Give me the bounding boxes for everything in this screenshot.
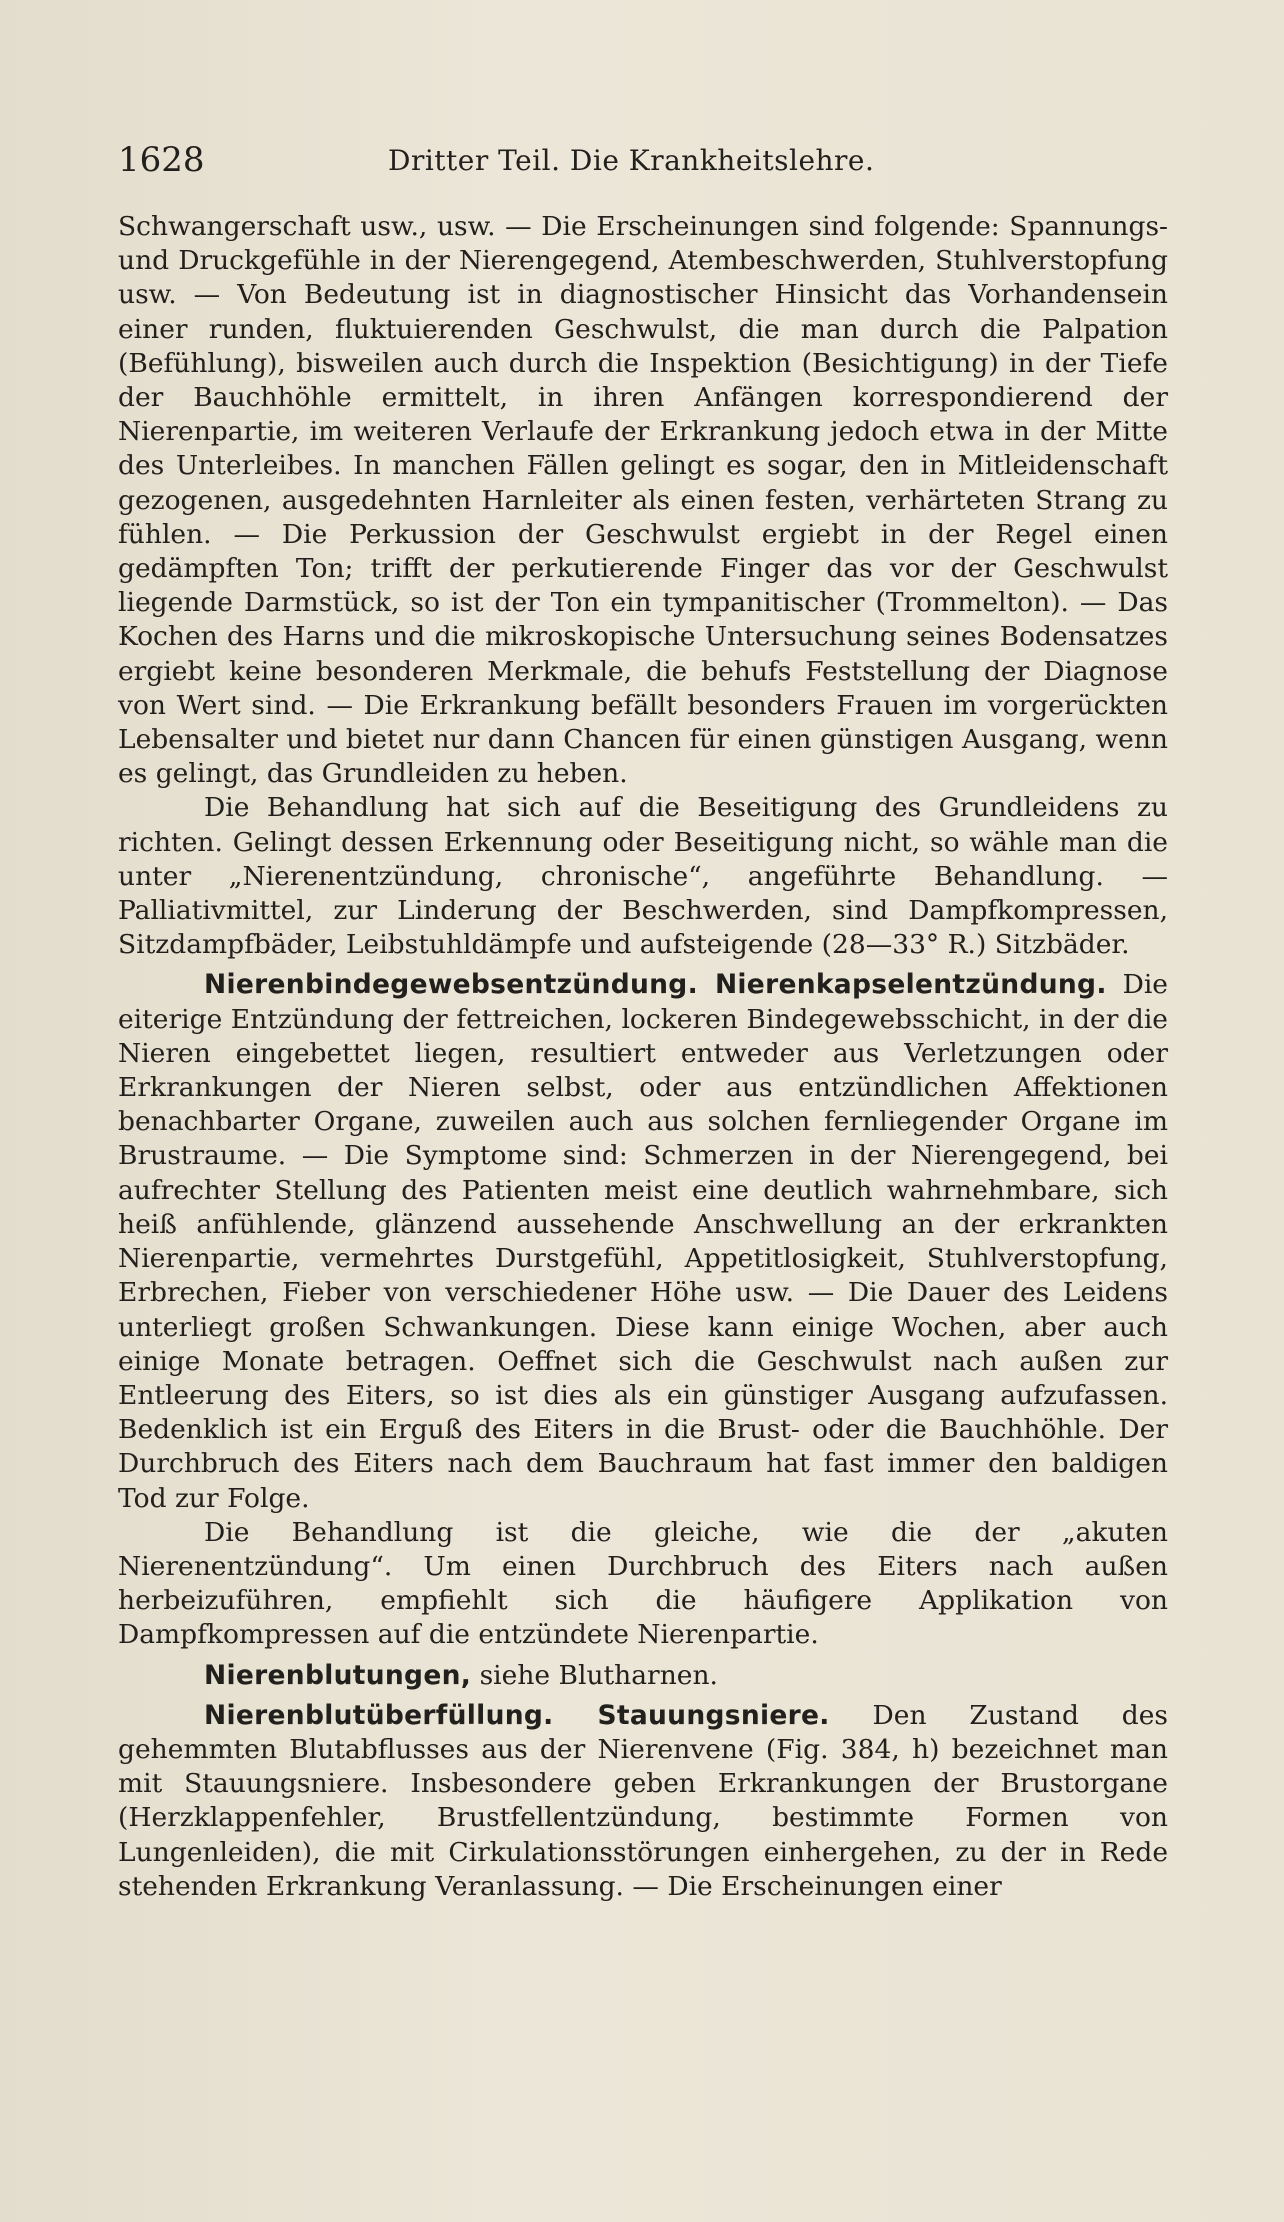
page-header <box>118 140 1168 190</box>
paragraph-treatment-1 <box>118 791 1168 962</box>
page-number: 1628 <box>118 140 205 180</box>
section-heading: Nierenblutungen, <box>204 1659 472 1691</box>
section-nierenblutueberfuellung <box>118 1699 1168 1904</box>
page-body <box>118 210 1168 1904</box>
paragraph-text: Die Behandlung ist die gleiche, wie die der „akuten Nierenentzündung“. Um einen Durchbruch des Eiters nach außen herbeizuführen, empfiehlt sich die häufigere Applikation von Dampfkompressen auf die entzündete Nierenpartie. <box>118 1516 1168 1651</box>
paragraph-text: Die eiterige Entzündung der fettreichen, lockeren Bindegewebsschicht, in der die Nieren eingebettet liegen, resultiert entweder aus Verletzungen oder Erkrankungen der Nieren selbst, oder aus entzündlichen Affektionen benachbarter Organe, zuweilen auch aus solchen fernliegender Organe im Brustraume. — Die Symptome sind: Schmerzen in der Nierengegend, bei aufrechter Stellung des Patienten meist eine deutlich wahrnehmbare, sich heiß anfühlende, glänzend aussehende Anschwellung an der erkrankten Nierenpartie, vermehrtes Durstgefühl, Appetitlosigkeit, Stuhlverstopfung, Erbrechen, Fieber von verschiedener Höhe usw. — Die Dauer des Leidens unterliegt großen Schwankungen. Diese kann einige Wochen, aber auch einige Monate betragen. Oeffnet sich die Geschwulst nach außen zur Entleerung des Eiters, so ist dies als ein günstiger Ausgang aufzufassen. Bedenklich ist ein Erguß des Eiters in die Brust- oder die Bauchhöhle. Der Durchbruch des Eiters nach dem Bauchraum hat fast immer den baldigen Tod zur Folge. <box>118 969 1168 1514</box>
paragraph-text: Schwangerschaft usw., usw. — Die Erscheinungen sind folgende: Spannungs- und Druckgefühle in der Nierengegend, Atembeschwerden, Stuhlverstopfung usw. — Von Bedeutung ist in diagnostischer Hinsicht das Vorhandensein einer runden, fluktuierenden Geschwulst, die man durch die Palpation (Befühlung), bisweilen auch durch die Inspektion (Besichtigung) in der Tiefe der Bauchhöhle ermittelt, in ihren Anfängen korrespondierend der Nierenpartie, im weiteren Verlaufe der Erkrankung jedoch etwa in der Mitte des Unterleibes. In manchen Fällen gelingt es sogar, den in Mitleidenschaft gezogenen, ausgedehnten Harnleiter als einen festen, verhärteten Strang zu fühlen. — Die Perkussion der Geschwulst ergiebt in der Regel einen gedämpften Ton; trifft der perkutierende Finger das vor der Geschwulst liegende Darmstück, so ist der Ton ein tympanitischer (Trommelton). — Das Kochen des Harns und die mikroskopische Untersuchung seines Bodensatzes ergiebt keine besonderen Merkmale, die behufs Feststellung der Diagnose von Wert sind. — Die Erkrankung befällt besonders Frauen im vorgerückten Lebensalter und bietet nur dann Chancen für einen günstigen Ausgang, wenn es gelingt, das Grundleiden zu heben. <box>118 211 1168 790</box>
running-head: Dritter Teil. Die Krankheitslehre. <box>388 144 875 177</box>
section-heading: Nierenblutüberfüllung. Stauungsniere. <box>204 1699 830 1731</box>
paragraph-text: Die Behandlung hat sich auf die Beseitigung des Grundleidens zu richten. Gelingt dessen Erkennung oder Beseitigung nicht, so wähle man die unter „Nierenentzündung, chronische“, angeführte Behandlung. — Palliativmittel, zur Linderung der Beschwerden, sind Dampfkompressen, Sitzdampfbäder, Leibstuhldämpfe und aufsteigende (28—33° R.) Sitzbäder. <box>118 792 1168 961</box>
paragraph-text: siehe Blutharnen. <box>471 1659 718 1691</box>
section-nierenblutungen <box>118 1659 1168 1693</box>
section-heading: Nierenbindegewebsentzündung. Nierenkapselentzündung. <box>204 969 1107 1001</box>
section-nierenbindegewebsentzuendung <box>118 968 1168 1515</box>
paragraph-text: Den Zustand des gehemmten Blutabflusses aus der Nierenvene (Fig. 384, h) bezeichnet man mit Stauungsniere. Insbesondere geben Erkrankungen der Brustorgane (Herzklappenfehler, Brustfellentzündung, bestimmte Formen von Lungenleiden), die mit Cirkulationsstörungen einhergehen, zu der in Rede stehenden Erkrankung Veranlassung. — Die Erscheinungen einer <box>118 1699 1168 1902</box>
paragraph-treatment-2 <box>118 1516 1168 1653</box>
paragraph-hydronephrosis-symptoms <box>118 210 1168 791</box>
